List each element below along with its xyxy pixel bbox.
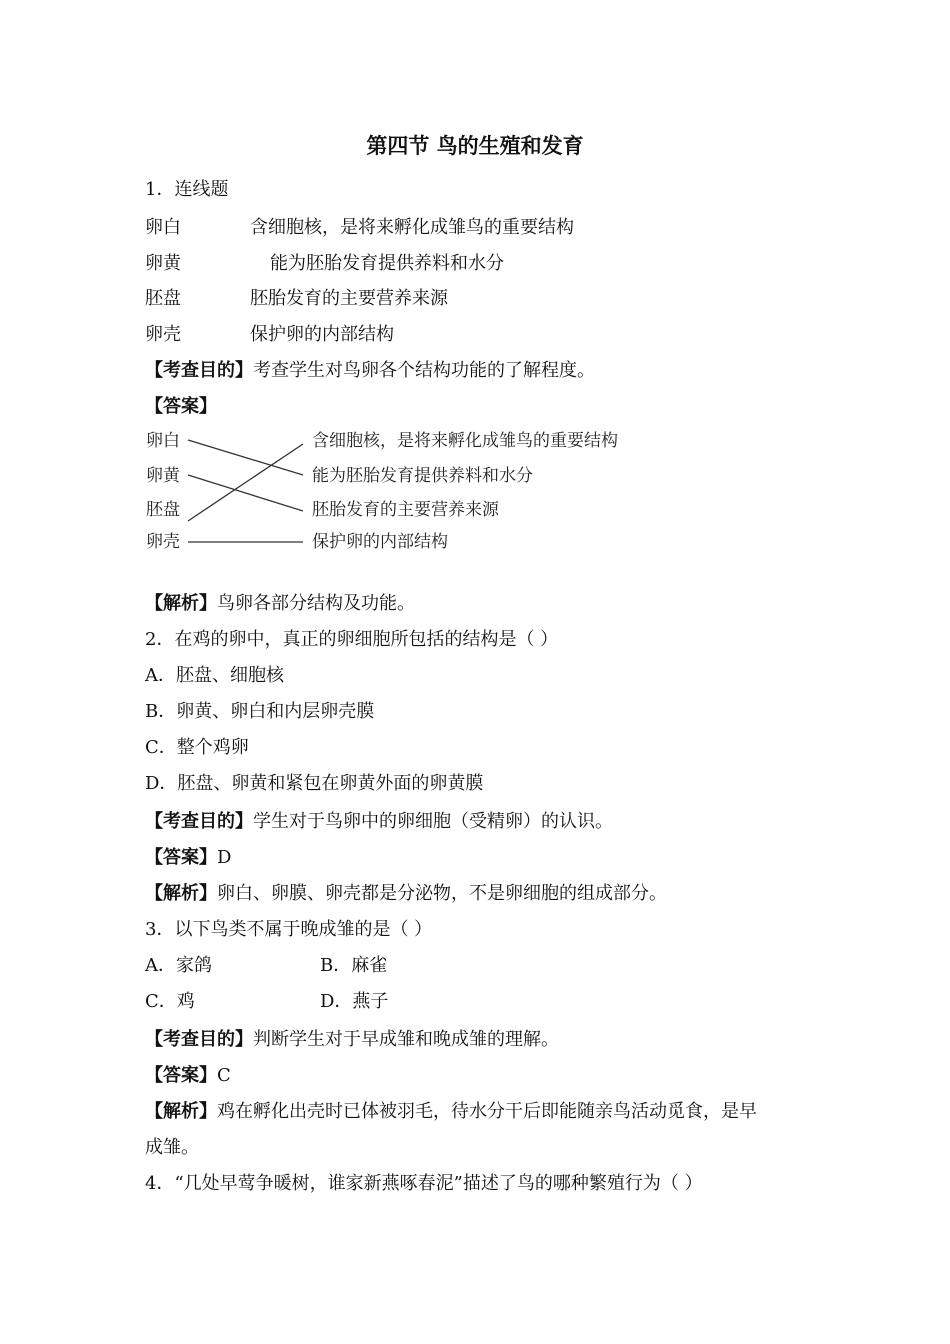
q2-stem: 2．在鸡的卵中，真正的卵细胞所包括的结构是（ ）	[145, 629, 559, 650]
purpose-label: 【考查目的】	[145, 360, 253, 381]
match-line	[188, 475, 303, 511]
purpose-text: 学生对于鸟卵中的卵细胞（受精卵）的认识。	[253, 811, 613, 832]
q2-option-d: D．胚盘、卵黄和紧包在卵黄外面的卵黄膜	[145, 773, 484, 794]
q2-option-c: C．整个鸡卵	[145, 737, 249, 758]
q1-heading: 1．连线题	[145, 179, 229, 200]
analysis-text: 卵白、卵膜、卵壳都是分泌物，不是卵细胞的组成部分。	[217, 883, 667, 904]
answer-value: C	[217, 1065, 231, 1086]
match-line	[188, 440, 303, 475]
q2-analysis	[145, 882, 667, 906]
purpose-text: 判断学生对于早成雏和晚成雏的理解。	[253, 1029, 559, 1050]
q3-options-row-1	[145, 954, 545, 978]
analysis-text: 鸟卵各部分结构及功能。	[217, 593, 415, 614]
diagram-left-label: 卵壳	[146, 532, 180, 552]
q3-analysis-continued: 成雏。	[145, 1137, 199, 1158]
q1-answer-label	[145, 395, 217, 419]
analysis-label: 【解析】	[145, 593, 217, 614]
answer-label: 【答案】	[145, 1065, 217, 1086]
q3-analysis	[145, 1100, 757, 1124]
q3-stem: 3．以下鸟类不属于晚成雏的是（ ）	[145, 919, 433, 940]
analysis-text: 鸡在孵化出壳时已体被羽毛，待水分干后即能随亲鸟活动觅食，是早	[217, 1101, 757, 1122]
diagram-right-label: 含细胞核，是将来孵化成雏鸟的重要结构	[312, 431, 618, 451]
answer-label: 【答案】	[145, 396, 217, 417]
q3-option-c: C．鸡	[145, 991, 195, 1012]
q3-options-row-2	[145, 990, 545, 1014]
answer-value: D	[217, 847, 232, 868]
q3-answer	[145, 1064, 231, 1088]
q2-option-b: B．卵黄、卵白和内层卵壳膜	[145, 701, 375, 722]
q3-purpose	[145, 1028, 559, 1052]
q1-left-item: 卵黄	[145, 253, 181, 274]
page-title: 第四节 鸟的生殖和发育	[366, 134, 584, 158]
diagram-right-label: 胚胎发育的主要营养来源	[312, 500, 499, 520]
q2-purpose	[145, 810, 613, 834]
q1-right-item: 能为胚胎发育提供养料和水分	[270, 253, 504, 274]
q1-left-item: 卵白	[145, 217, 181, 238]
q1-left-item: 卵壳	[145, 324, 181, 345]
matching-diagram	[140, 425, 630, 560]
purpose-label: 【考查目的】	[145, 811, 253, 832]
q1-right-item: 胚胎发育的主要营养来源	[250, 288, 448, 309]
q2-answer	[145, 846, 231, 870]
analysis-label: 【解析】	[145, 1101, 217, 1122]
q2-option-a: A．胚盘、细胞核	[145, 665, 284, 686]
q1-left-item: 胚盘	[145, 288, 181, 309]
match-line	[188, 444, 303, 521]
purpose-label: 【考查目的】	[145, 1029, 253, 1050]
q4-stem: 4．“几处早莺争暖树，谁家新燕啄春泥”描述了鸟的哪种繁殖行为（ ）	[145, 1173, 703, 1194]
answer-label: 【答案】	[145, 847, 217, 868]
purpose-text: 考查学生对鸟卵各个结构功能的了解程度。	[253, 360, 595, 381]
diagram-left-label: 卵白	[146, 431, 180, 451]
q1-analysis	[145, 592, 415, 616]
q1-purpose	[145, 359, 595, 383]
q1-right-item: 含细胞核，是将来孵化成雏鸟的重要结构	[250, 217, 574, 238]
q3-option-a: A．家鸽	[145, 955, 212, 976]
diagram-left-label: 卵黄	[146, 466, 180, 486]
diagram-right-label: 能为胚胎发育提供养料和水分	[312, 466, 533, 486]
diagram-right-label: 保护卵的内部结构	[312, 532, 448, 552]
diagram-left-label: 胚盘	[146, 500, 180, 520]
analysis-label: 【解析】	[145, 883, 217, 904]
q1-right-item: 保护卵的内部结构	[250, 324, 394, 345]
q3-option-b: B．麻雀	[320, 955, 388, 976]
q3-option-d: D．燕子	[320, 991, 389, 1012]
